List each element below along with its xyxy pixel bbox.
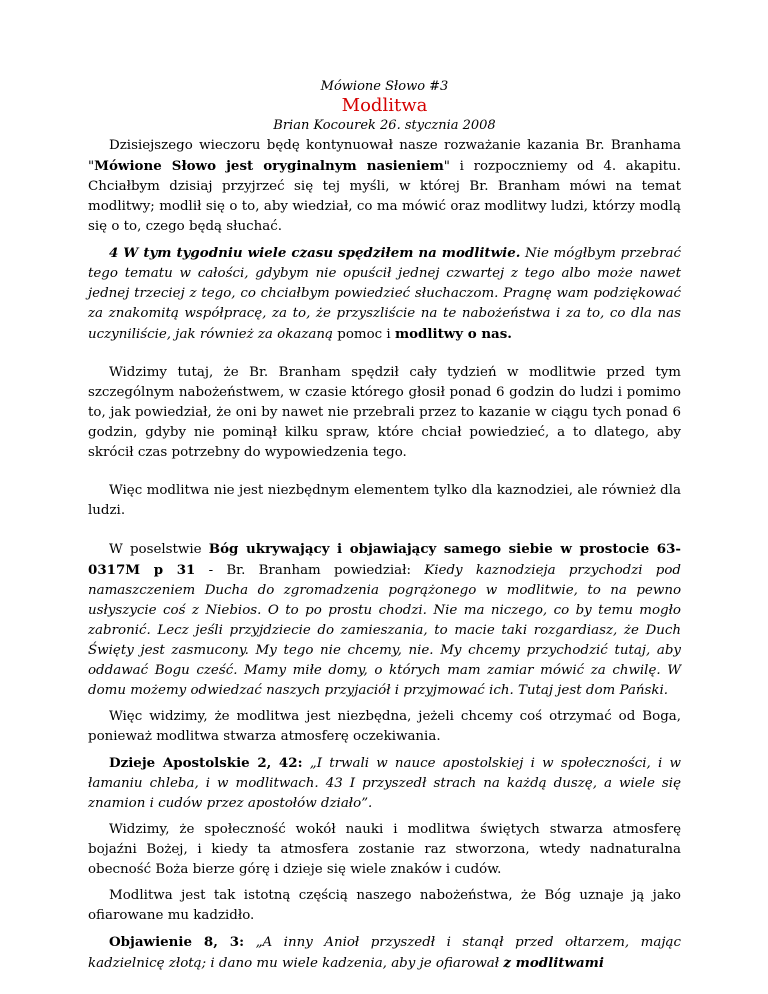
paragraph-intro: Dzisiejszego wieczoru będę kontynuował nasze rozważanie kazania Br. Branhama "Mówione Słowo jest oryginalnym nasieniem" i rozpoczniemy od 4. akapitu. Chciałbym dzisiaj przyjrzeć się tej myśli, w której Br. Branham mówi na temat modlitwy; modlił się o to, aby wiedział, co ma mówić oraz modlitwy ludzi, którzy modlą się o to, czego będą słuchać. <box>88 138 681 234</box>
scripture-reference-acts: Dzieje Apostolskie 2, 42: <box>109 755 303 771</box>
paragraph-week-of-prayer: Widzimy tutaj, że Br. Branham spędził cały tydzień w modlitwie przed tym szczególnym nabożeństwem, w czasie którego głosił ponad 6 godzin do ludzi i pomimo to, jak powiedział, że oni by nawet nie przebrali przez to kazanie w ciągu tych ponad 6 godzin, gdyby nie pominął kilku spraw, które chciał powiedzieć, a to dlatego, aby skrócił czas potrzebny do wypowiedzenia tego. <box>88 365 681 460</box>
paragraph-revelation-quote: Objawienie 8, 3: „A inny Anioł przyszedł i stanął przed ołtarzem, mając kadzielnicę złotą; i dano mu wiele kadzenia, aby je ofiarował z modlitwami <box>88 934 681 971</box>
page-title: Modlitwa <box>341 95 428 116</box>
paragraph-incense: Modlitwa jest tak istotną częścią naszego nabożeństwa, że Bóg uznaje ją jako ofiarowane mu kadzidło. <box>88 888 681 923</box>
series-label: Mówione Słowo #3 <box>320 79 449 94</box>
author-date: Brian Kocourek 26. stycznia 2008 <box>273 118 496 133</box>
paragraph-atmosphere: Więc widzimy, że modlitwa jest niezbędna, jeżeli chcemy coś otrzymać od Boga, ponieważ modlitwa stwarza atmosferę oczekiwania. <box>88 709 681 744</box>
scripture-reference-revelation: Objawienie 8, 3: <box>109 934 245 950</box>
paragraph-acts-quote: Dzieje Apostolskie 2, 42: „I trwali w nauce apostolskiej i w społeczności, i w łamaniu chleba, i w modlitwach. 43 I przyszedł strach na każdą duszę, a wiele się znamion i cudów przez apostołów działo”. <box>88 755 681 811</box>
quote-paragraph-4: 4 W tym tygodniu wiele czasu spędziłem na modlitwie. Nie mógłbym przebrać tego tematu w całości, gdybym nie opuścił jednej czwartej z tego albo może nawet jednej trzeciej z tego, co chciałbym powiedzieć słuchaczom. Pragnę wam podziękować za znakomitą współpracę, za to, że przyszliście na te nabożeństwa i za to, co dla nas uczyniliście, jak również za okazaną pomoc i modlitwy o nas. <box>88 245 682 342</box>
paragraph-fellowship: Widzimy, że społeczność wokół nauki i modlitwa świętych stwarza atmosferę bojaźni Bożej, i kiedy ta atmosfera zostanie raz stworzona, wtedy nadnaturalna obecność Boża bierze górę i dzieje się wiele znaków i cudów. <box>88 822 681 877</box>
sermon-title: Mówione Słowo jest oryginalnym nasieniem <box>94 158 444 174</box>
paragraph-sermon-quote: W poselstwie Bóg ukrywający i objawiający samego siebie w prostocie 63-0317M p 31 - Br. Branham powiedział: Kiedy kaznodzieja przychodzi pod namaszczeniem Ducha do zgromadzenia pogrążonego w modlitwie, to na pewno usłyszycie coś z Niebios. O to po prostu chodzi. Nie ma niczego, co by temu mogło zabronić. Lecz jeśli przyjdziecie do zamieszania, to macie taki rozgardiasz, że Duch Święty jest zasmucony. My tego nie chcemy, nie. My chcemy przychodzić tutaj, aby oddawać Bogu cześć. Mamy miłe domy, o których mam zamiar mówić za chwilę. W domu możemy odwiedzać naszych przyjaciół i przyjmować ich. Tutaj jest dom Pański. <box>88 541 681 698</box>
paragraph-prayer-necessary: Więc modlitwa nie jest niezbędnym elementem tylko dla kaznodziei, ale również dla ludzi. <box>88 483 681 518</box>
sermon-reference: Bóg ukrywający i objawiający samego siebie w prostocie 63-0317M p 31 <box>88 541 681 578</box>
quote-lead: 4 W tym tygodniu wiele czasu spędziłem na modlitwie. <box>109 245 521 261</box>
document-page <box>88 78 681 980</box>
